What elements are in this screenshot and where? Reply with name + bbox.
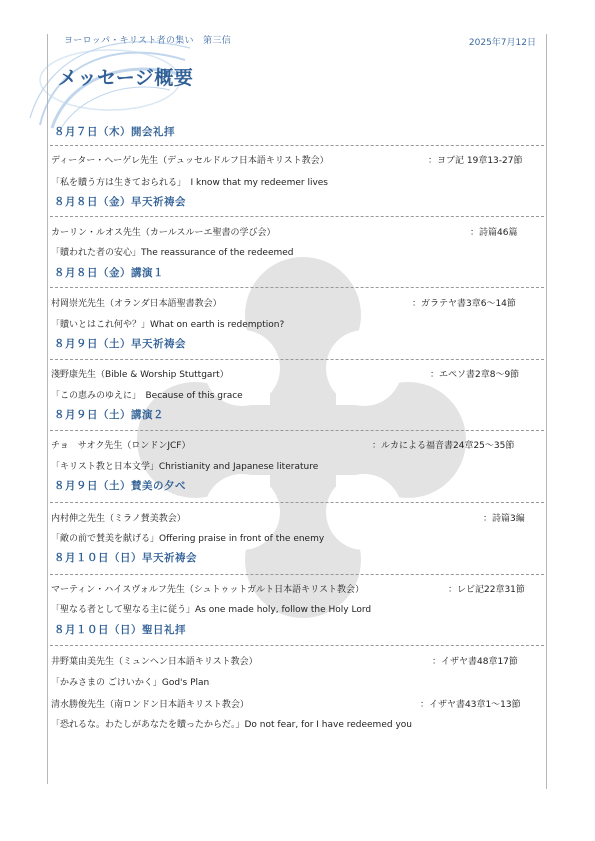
- message-title: 「この恵みのゆえに」 Because of this grace: [51, 391, 243, 401]
- speaker-name: ディーター・ヘーゲレ先生（デュッセルドルフ日本語キリスト教会）: [51, 156, 329, 166]
- session-heading: ８月７日（木）開会礼拝: [54, 126, 175, 138]
- session-heading: ８月９日（土）賛美の夕べ: [54, 480, 186, 492]
- speaker-name: 内村伸之先生（ミラノ賛美教会）: [51, 514, 186, 524]
- divider: [50, 430, 544, 431]
- message-title: 「贖いとはこれ何や？」What on earth is redemption?: [51, 320, 285, 330]
- message-title: 「私を贖う方は生きておられる」 I know that my redeemer lives: [51, 178, 328, 188]
- message-title: 「敵の前で賛美を献げる」Offering praise in front of the enemy: [51, 534, 325, 544]
- scripture-reference: ：イザヤ書48章17節: [432, 657, 518, 667]
- divider: [50, 502, 544, 503]
- scripture-reference: ：詩篇3編: [483, 514, 525, 524]
- session-heading: ８月８日（金）講演１: [54, 267, 164, 279]
- speaker-name: 村岡崇光先生（オランダ日本語聖書教会）: [51, 299, 222, 309]
- scripture-reference: ：ルカによる福音書24章25～35節: [372, 441, 515, 451]
- message-title: 「聖なる者として聖なる主に従う」As one made holy, follow the Holy Lord: [51, 605, 372, 615]
- page-title: メッセージ概要: [58, 67, 194, 89]
- message-title: 「贖われた者の安心」The reassurance of the redeemed: [51, 248, 294, 258]
- divider: [50, 145, 544, 146]
- scripture-reference: ：レビ記22章31節: [448, 585, 525, 595]
- message-title: 「かみさまの ごけいかく」God's Plan: [51, 678, 210, 688]
- left-margin-rule: [47, 34, 48, 784]
- scripture-reference: ：詩篇46篇: [470, 228, 518, 238]
- speaker-name: マーティン・ハイスヴォルフ先生（シュトゥットガルト日本語キリスト教会）: [51, 585, 364, 595]
- speaker-name: チョ サオク先生（ロンドンJCF）: [51, 441, 191, 451]
- divider: [50, 645, 544, 646]
- message-title: 「恐れるな。わたしがあなたを贖ったからだ。」Do not fear, for I have redeemed you: [51, 720, 412, 730]
- divider: [50, 287, 544, 288]
- header-date: 2025年7月12日: [468, 38, 536, 48]
- right-margin-rule: [546, 34, 547, 789]
- session-heading: ８月９日（土）講演２: [54, 409, 164, 421]
- session-heading: ８月１０日（日）早天祈祷会: [54, 552, 197, 564]
- session-heading: ８月９日（土）早天祈祷会: [54, 338, 186, 350]
- divider: [50, 359, 544, 360]
- scripture-reference: ：ヨブ記 19章13-27節: [428, 156, 523, 166]
- message-title: 「キリスト教と日本文学」Christianity and Japanese literature: [51, 462, 319, 472]
- speaker-name: 淺野康先生（Bible & Worship Stuttgart）: [51, 370, 229, 380]
- speaker-name: 清水勝俊先生（南ロンドン日本語キリスト教会）: [51, 700, 249, 710]
- session-heading: ８月１０日（日）聖日礼拝: [54, 624, 186, 636]
- divider: [50, 574, 544, 575]
- event-header: ヨーロッパ・キリスト者の集い 第三信: [64, 36, 232, 46]
- scripture-reference: ：ガラテヤ書3章6～14節: [412, 299, 516, 309]
- session-heading: ８月８日（金）早天祈祷会: [54, 196, 186, 208]
- speaker-name: カーリン・ルオス先生（カールスルーエ聖書の学び会）: [51, 228, 276, 238]
- scripture-reference: ：エペソ書2章8～9節: [430, 370, 520, 380]
- divider: [50, 216, 544, 217]
- scripture-reference: ：イザヤ書43章1～13節: [420, 700, 521, 710]
- speaker-name: 井野葉由美先生（ミュンヘン日本語キリスト教会）: [51, 657, 258, 667]
